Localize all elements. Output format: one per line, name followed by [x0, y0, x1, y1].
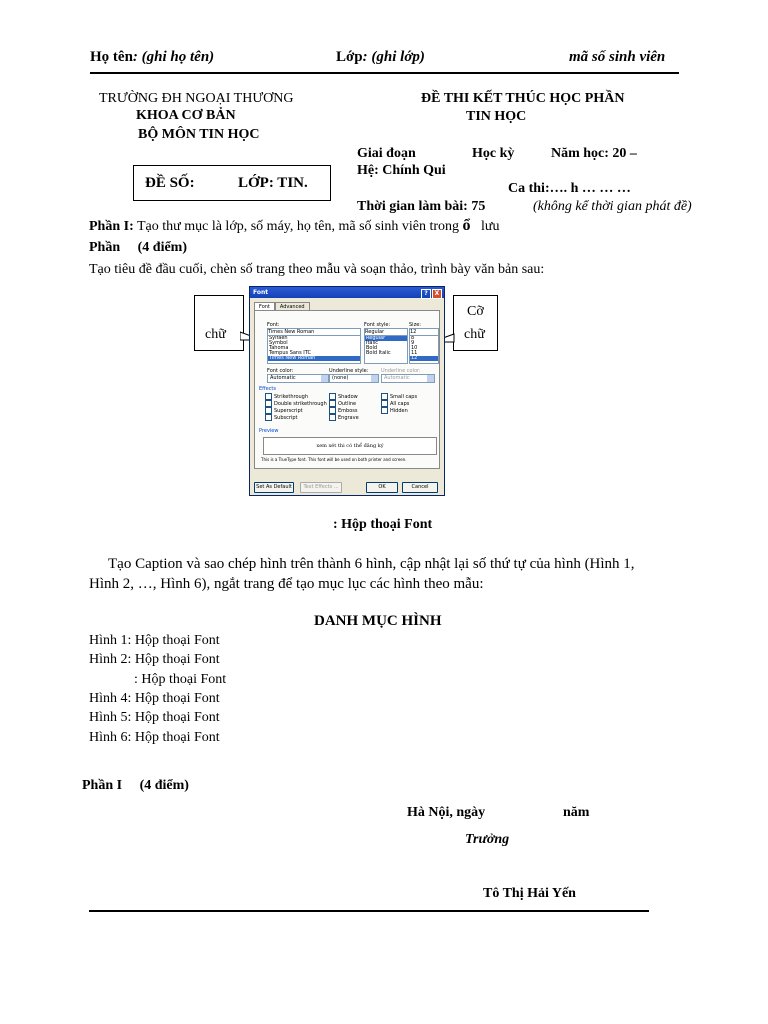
truetype-note: This is a TrueType font. This font will be used on both printer and screen.	[261, 457, 407, 462]
font-label: Font:	[267, 322, 280, 328]
font-color-select[interactable]: Automatic	[267, 374, 329, 383]
place-date: Hà Nội, ngày	[407, 805, 486, 820]
toc-item: : Hộp thoại Font	[134, 672, 227, 687]
emboss-checkbox[interactable]: Emboss	[329, 407, 357, 414]
color-label: Font color:	[267, 368, 294, 374]
he-dao-tao: Hệ: Chính Qui	[357, 163, 446, 178]
toc-item: Hình 1: Hộp thoại Font	[89, 633, 220, 648]
callout-right-top: Cỡ	[467, 304, 484, 319]
help-icon[interactable]: ?	[421, 289, 431, 299]
list-item[interactable]: Times New Roman	[268, 356, 360, 361]
dialog-title: Font	[253, 289, 269, 296]
part3-heading: Phần I (4 điểm)	[82, 778, 189, 793]
ok-button[interactable]: OK	[366, 482, 398, 493]
signer-name: Tô Thị Hải Yến	[483, 886, 576, 901]
thoi-gian-note: (không kể thời gian phát đề)	[533, 199, 692, 214]
list-item[interactable]: 8	[411, 335, 415, 341]
instruction-2-line-1: Tạo Caption và sao chép hình trên thành 6 hình, cập nhật lại số thứ tự của hình (Hình 1,	[108, 556, 635, 572]
effects-label: Effects	[259, 386, 276, 392]
nam-hoc: Năm học: 20 –	[551, 146, 637, 161]
dialog-titlebar	[250, 287, 444, 298]
instruction-1: Tạo tiêu đề đầu cuối, chèn số trang theo mẫu và soạn thảo, trình bày văn bản sau:	[89, 262, 545, 277]
strikethrough-checkbox[interactable]: Strikethrough	[265, 393, 308, 400]
giai-doan: Giai đoạn	[357, 146, 416, 161]
list-item[interactable]: Symbol	[269, 340, 288, 346]
text-effects-button[interactable]: Text Effects ...	[300, 482, 342, 493]
small-caps-checkbox[interactable]: Small caps	[381, 393, 417, 400]
shadow-checkbox[interactable]: Shadow	[329, 393, 358, 400]
toc-item: Hình 6: Hộp thoại Font	[89, 730, 220, 745]
close-icon[interactable]: X	[432, 289, 442, 299]
toc-title: DANH MỤC HÌNH	[314, 613, 442, 629]
ca-thi: Ca thi:…. h … … …	[508, 181, 631, 196]
thoi-gian: Thời gian làm bài: 75	[357, 199, 486, 214]
exam-title: ĐỀ THI KẾT THÚC HỌC PHẦN	[421, 91, 625, 106]
underline-label: Underline style:	[329, 368, 369, 374]
style-input[interactable]: Regular	[364, 328, 408, 336]
date-year: năm	[563, 805, 590, 820]
hidden-checkbox[interactable]: Hidden	[381, 407, 408, 414]
subscript-checkbox[interactable]: Subscript	[265, 414, 297, 421]
department-name: BỘ MÔN TIN HỌC	[138, 127, 260, 142]
list-item[interactable]: Tahoma	[269, 345, 289, 351]
list-item[interactable]: Tempus Sans ITC	[269, 350, 312, 356]
list-item[interactable]: Sylfaen	[269, 335, 288, 341]
tab-advanced[interactable]: Advanced	[275, 302, 310, 311]
callout-left-text: chữ	[205, 327, 226, 342]
list-item[interactable]: Bold Italic	[366, 350, 391, 356]
underline-color-label: Underline color:	[381, 368, 421, 374]
font-input[interactable]: Times New Roman	[267, 328, 361, 336]
style-label: Font style:	[364, 322, 391, 328]
faculty-name: KHOA CƠ BẢN	[136, 108, 236, 123]
list-item[interactable]: 12	[410, 356, 438, 361]
student-id-field: mã số sinh viên	[569, 49, 666, 65]
school-name: TRƯỜNG ĐH NGOẠI THƯƠNG	[99, 91, 294, 106]
callout-right-bottom: chữ	[464, 327, 485, 342]
set-default-button[interactable]: Set As Default	[254, 482, 294, 493]
lop-tin-label: LỚP: TIN.	[238, 175, 308, 191]
de-so-box	[133, 165, 331, 201]
toc-item: Hình 2: Hộp thoại Font	[89, 652, 220, 667]
outline-checkbox[interactable]: Outline	[329, 400, 356, 407]
font-dialog-figure	[249, 286, 445, 496]
underline-color-select[interactable]: Automatic	[381, 374, 435, 383]
list-item[interactable]: Regular	[365, 336, 407, 341]
dialog-panel	[254, 310, 440, 469]
toc-item: Hình 5: Hộp thoại Font	[89, 710, 220, 725]
list-item[interactable]: 10	[411, 345, 418, 351]
figure-caption: : Hộp thoại Font	[333, 517, 433, 532]
hoc-ky: Học kỳ	[472, 146, 515, 161]
footer-rule	[89, 910, 649, 912]
size-label: Size:	[409, 322, 421, 328]
underline-select[interactable]: (none)	[329, 374, 379, 383]
part2-heading: Phần (4 điểm)	[89, 240, 188, 255]
name-field: Họ tên: (ghi họ tên)	[90, 49, 215, 65]
all-caps-checkbox[interactable]: All caps	[381, 400, 409, 407]
font-list[interactable]	[267, 335, 361, 364]
exam-subject: TIN HỌC	[466, 109, 527, 124]
de-so-label: ĐỀ SỐ:	[145, 175, 195, 191]
instruction-2-line-2: Hình 2, …, Hình 6), ngắt trang để tạo mục lục các hình theo mẫu:	[89, 576, 484, 592]
superscript-checkbox[interactable]: Superscript	[265, 407, 303, 414]
double-strikethrough-checkbox[interactable]: Double strikethrough	[265, 400, 327, 407]
list-item[interactable]: 9	[411, 340, 415, 346]
list-item[interactable]: Bold	[366, 345, 378, 351]
tab-font[interactable]: Font	[254, 302, 275, 311]
toc-item: Hình 4: Hộp thoại Font	[89, 691, 220, 706]
class-field: Lớp: (ghi lớp)	[336, 49, 425, 65]
preview-label: Preview	[259, 428, 279, 434]
preview-box: xem xét thi có thể đăng ký	[263, 437, 437, 455]
size-input[interactable]: 12	[409, 328, 439, 336]
list-item[interactable]: 11	[411, 350, 418, 356]
header-rule	[90, 72, 679, 74]
signer-title: Trưởng	[465, 832, 510, 847]
engrave-checkbox[interactable]: Engrave	[329, 414, 359, 421]
cancel-button[interactable]: Cancel	[402, 482, 438, 493]
part1-line: Phần I: Tạo thư mục là lớp, số máy, họ tên, mã số sinh viên trong ổ lưu	[89, 217, 500, 234]
list-item[interactable]: Italic	[366, 340, 379, 346]
callout-font-name	[194, 295, 244, 351]
size-list[interactable]	[409, 335, 439, 364]
style-list[interactable]	[364, 335, 408, 364]
callout-font-size	[453, 295, 498, 351]
